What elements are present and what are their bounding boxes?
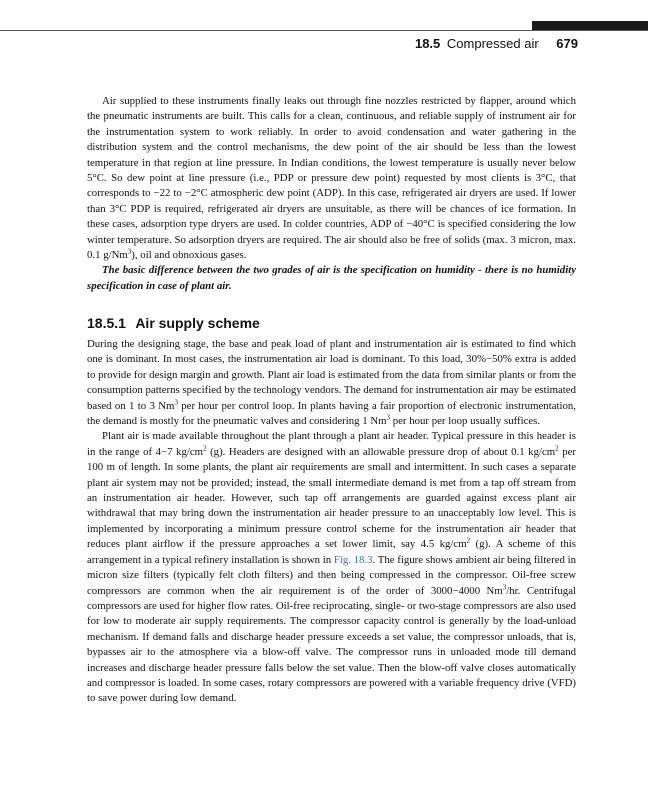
intro-block [87,94,576,294]
paragraph-design-load: During the designing stage, the base and peak load of plant and instrumentation air is estimated to find which one is dominant. In most cases, the instrumentation air load is dominant. To this load, 30%−50% extra is added to provide for design margin and growth. Plant air load is estimated from the data from similar plants or from the consumption patterns specified by the technology vendors. The demand for instrumentation air may be estimated based on 1 to 3 Nm$^3$ per hour per control loop. In plants having a fair proportion of electronic instrumentation, the demand is mostly for the pneumatic valves and considering 1 Nm$^3$ per hour per loop usually suffices. [87,338,576,428]
figure-link[interactable]: Fig. 18.3 [333,553,373,566]
page-number: 679 [556,36,578,51]
section-title: Air supply scheme [135,315,260,331]
running-head-section-number: 18.5 [414,36,441,51]
paragraph-instrument-air: Air supplied to these instruments finally leaks out through fine nozzles restricted by flapper, around which the pneumatic instruments are built. This calls for a clean, continuous, and reliable supply of instrument air for the instrumentation system to work reliably. In order to avoid condensation and water gathering in the distribution system and the control mechanisms, the dew point of the air should be less than the lowest temperature in that region at line pressure. In Indian conditions, the lowest temperature is usually never below 5°C. So dew point at line pressure (i.e., PDP or pressure dew point) requested by most clients is 3°C, that corresponds to −22 to −2°C atmospheric dew point (ADP). In this case, refrigerated air dryers are used. If lower than 3°C PDP is required, refrigerated air dryers are unsuitable, as there will be chances of ice formation. In these cases, adsorption type dryers are used. In colder countries, ADP of −40°C is specified considering the low winter temperature. So adsorption dryers are required. The air should also be free of solids (max. 3 micron, max. 0.1 g/Nm$^3$), oil and obnoxious gases. [87,95,576,262]
section-body [87,337,576,707]
section-number: 18.5.1 [87,315,126,331]
paragraph-plant-air-header: Plant air is made available throughout the plant through a plant air header. Typical pressure in this header is in the range of 4−7 $kg/cm^2$ (g). Headers are designed with an allowable pressure drop of about 0.1 $kg/cm^2$ per 100 m of length. In some plants, the plant air requirements are small and intermittent. In such cases a separate plant air system may not be provided; instead, the small intermediate demand is met from a tap off stream from an instrumentation air header. However, such tap off arrangements are guarded against excess plant air withdrawal that may bring down the instrumentation air header pressure to an unacceptably low level. This is implemented by incorporating a minimum pressure control scheme for the instrumentation air header that reduces plant airflow if the pressure approaches a set lower limit, say 4.5 $kg/cm^2$ (g). A scheme of this arrangement in a typical refinery installation is shown in Fig. 18.3. The figure shows ambient air being filtered in micron size filters (typically felt cloth filters) and then being compressed in the compressor. Oil-free screw compressors are common when the air requirement is of the order of 3000−4000 Nm$^3$/hr. Centrifugal compressors are used for higher flow rates. Oil-free reciprocating, single- or two-stage compressors are also used for low to moderate air supply requirements. The compressor capacity control is generally by the load-unload mechanism. If demand falls and discharge header pressure exceeds a set value, the compressor unloads, that is, bypasses air to the atmosphere via a blow-off valve. The compressor runs in unloaded mode till demand increases and discharge header pressure falls below the set value. Then the blow-off valve closes automatically and compressor is loaded. In some cases, rotary compressors are powered with a variable frequency drive (VFD) to save power during low demand. [87,430,576,705]
header-rule [0,30,648,31]
section-heading [87,315,260,331]
running-head-section-title: Compressed air [446,36,539,51]
emphasis-note: The basic difference between the two grades of air is the specification on humidity - there is no humidity specification in case of plant air. [87,264,576,292]
running-head [415,36,578,51]
